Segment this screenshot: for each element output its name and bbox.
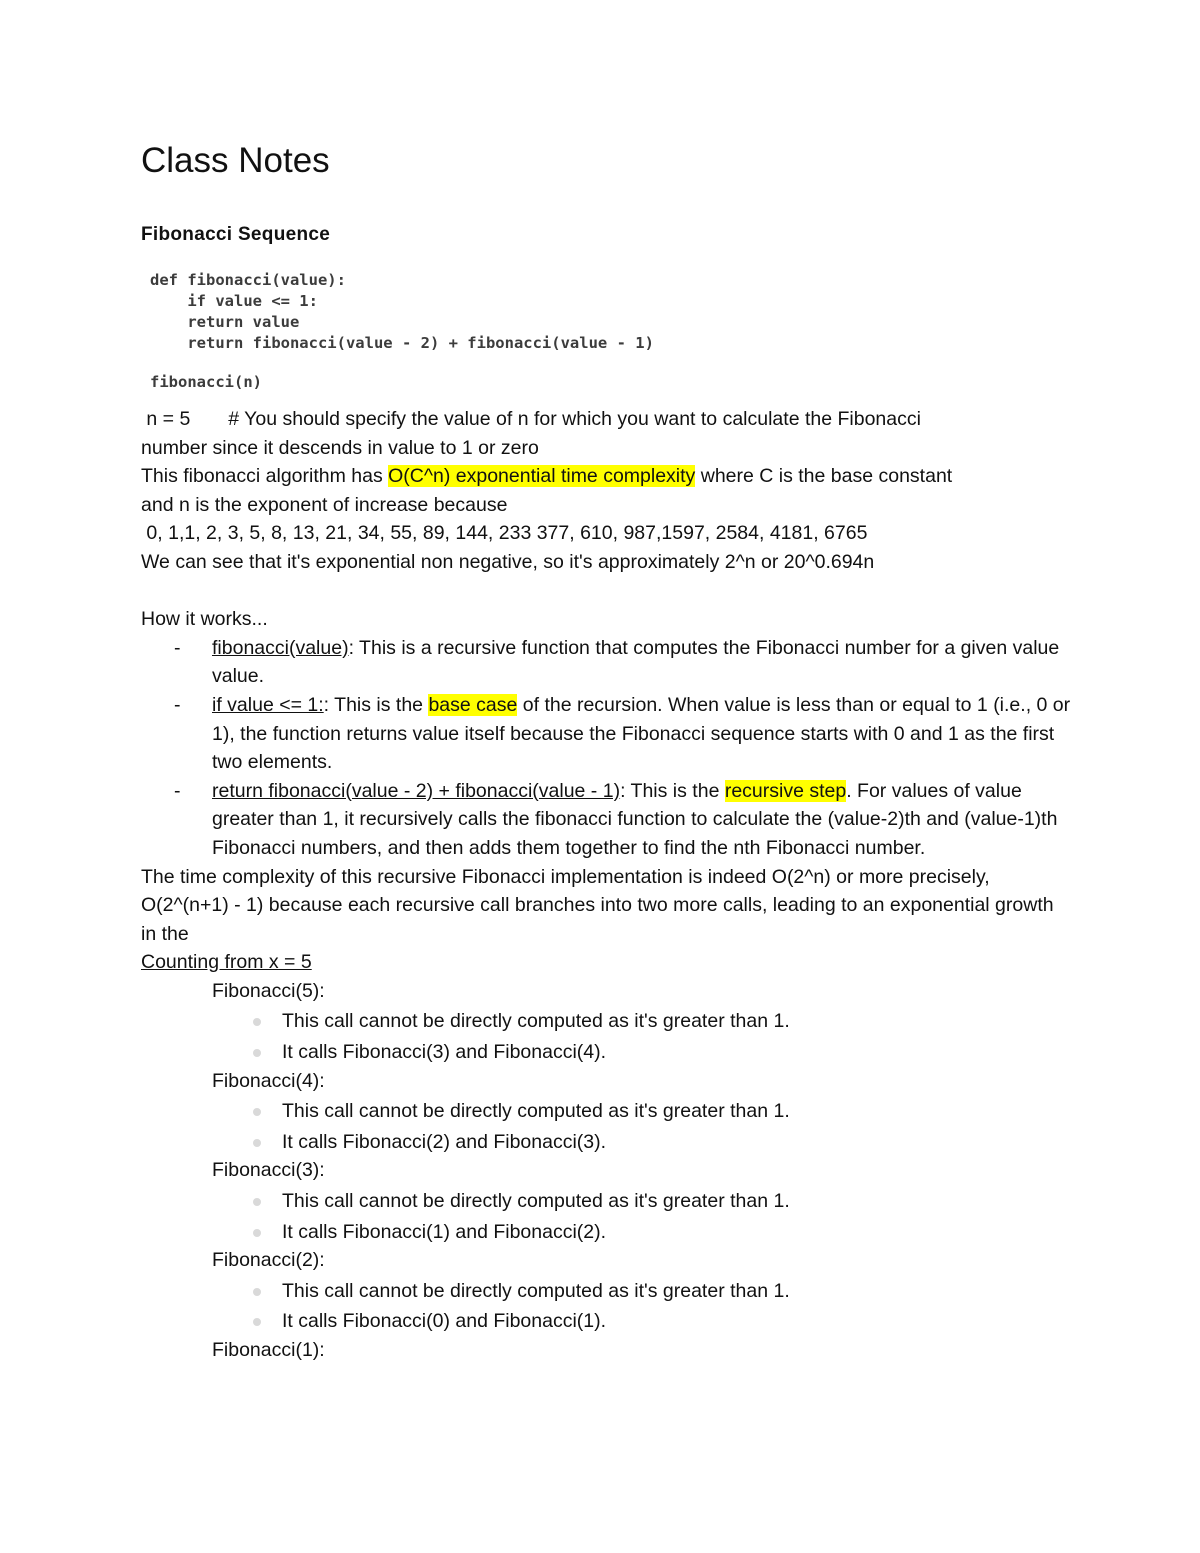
dash-marker: -	[174, 693, 181, 716]
algo-line-2: and n is the exponent of increase because	[141, 493, 508, 516]
notes-body	[141, 405, 1071, 1365]
bullet-icon	[253, 1198, 261, 1206]
list-item	[141, 1007, 1071, 1036]
bullet-text: This call cannot be directly computed as it's greater than 1.	[282, 1190, 790, 1213]
fib-block	[141, 1246, 1071, 1336]
complexity-highlight: O(C^n) exponential time complexity	[388, 465, 696, 488]
list-item	[141, 777, 1071, 863]
fib-head: Fibonacci(1):	[212, 1339, 325, 1361]
item-label: return fibonacci(value - 2) + fibonacci(value - 1)	[212, 779, 621, 802]
item-mid: : This is the	[620, 779, 725, 802]
list-item	[141, 1218, 1071, 1247]
bullet-icon	[253, 1318, 261, 1326]
fib-block	[141, 1156, 1071, 1246]
fib-head: Fibonacci(3):	[212, 1159, 325, 1182]
fib-head: Fibonacci(2):	[212, 1249, 325, 1272]
bullet-text: It calls Fibonacci(2) and Fibonacci(3).	[282, 1130, 607, 1153]
bullet-text: It calls Fibonacci(1) and Fibonacci(2).	[282, 1220, 607, 1243]
list-item	[141, 1128, 1071, 1157]
fib-head: Fibonacci(5):	[212, 979, 325, 1002]
list-item	[141, 1187, 1071, 1216]
list-item	[141, 691, 1071, 777]
bullet-icon	[253, 1288, 261, 1296]
item-label: fibonacci(value)	[212, 636, 349, 659]
spacer	[141, 577, 1071, 606]
bullet-text: This call cannot be directly computed as it's greater than 1.	[282, 1279, 790, 1302]
list-item	[141, 634, 1071, 691]
how-heading: How it works...	[141, 608, 268, 631]
complexity-paragraph: The time complexity of this recursive Fibonacci implementation is indeed O(2^n) or more precisely, O(2^(n+1) - 1) because each recursive call branches into two more calls, leading to an exponential growth in the	[141, 865, 1054, 945]
item-text: . For values of value greater than 1, it recursively calls the fibonacci function to calculate the (value-2)th and (value-1)th Fibonacci numbers, and then adds them together to find the nth Fibonacci number.	[212, 779, 1058, 859]
algo-line	[141, 462, 1071, 491]
n-line-a: n = 5 # You should specify the value of n for which you want to calculate the Fibonacci	[141, 408, 921, 430]
item-text: : This is a recursive function that computes the Fibonacci number for a given value value.	[212, 636, 1060, 688]
bullet-icon	[253, 1049, 261, 1057]
bullet-text: This call cannot be directly computed as it's greater than 1.	[282, 1100, 790, 1123]
n-line-b: number since it descends in value to 1 or zero	[141, 436, 539, 459]
dash-marker: -	[174, 636, 181, 659]
counting-heading: Counting from x = 5	[141, 951, 312, 974]
bullet-text: It calls Fibonacci(0) and Fibonacci(1).	[282, 1310, 607, 1333]
fib-bullets	[141, 1277, 1071, 1336]
list-item	[141, 1307, 1071, 1336]
fib-bullets	[141, 1187, 1071, 1246]
list-item	[141, 1277, 1071, 1306]
page-title: Class Notes	[141, 141, 330, 180]
list-item	[141, 1097, 1071, 1126]
item-mid: : This is the	[323, 693, 429, 716]
fib-bullets	[141, 1097, 1071, 1156]
code-line-1: def fibonacci(value):	[150, 271, 346, 289]
bullet-icon	[253, 1108, 261, 1116]
section-title: Fibonacci Sequence	[141, 224, 331, 245]
bullet-text: It calls Fibonacci(3) and Fibonacci(4).	[282, 1041, 607, 1064]
fib-head: Fibonacci(4):	[212, 1069, 325, 1092]
item-text: of the recursion. When value is less than or equal to 1 (i.e., 0 or 1), the function returns value itself because the Fibonacci sequence starts with 0 and 1 as the first two elements.	[212, 693, 1071, 774]
list-item	[141, 1038, 1071, 1067]
recursive-step-highlight: recursive step	[724, 779, 847, 802]
bullet-icon	[253, 1018, 261, 1026]
base-case-highlight: base case	[428, 693, 518, 716]
fib-block	[141, 1067, 1071, 1157]
conclusion-line: We can see that it's exponential non negative, so it's approximately 2^n or 20^0.694n	[141, 550, 875, 573]
item-label: if value <= 1:	[212, 693, 324, 716]
how-list	[141, 634, 1071, 863]
bullet-text: This call cannot be directly computed as it's greater than 1.	[282, 1010, 790, 1033]
bullet-icon	[253, 1229, 261, 1237]
code-line-4: return fibonacci(value - 2) + fibonacci(value - 1)	[150, 334, 654, 352]
code-line-2: if value <= 1:	[150, 292, 318, 310]
code-line-3: return value	[150, 313, 300, 331]
code-call: fibonacci(n)	[150, 373, 262, 391]
fib-bullets	[141, 1007, 1071, 1066]
sequence-line: 0, 1,1, 2, 3, 5, 8, 13, 21, 34, 55, 89, 144, 233 377, 610, 987,1597, 2584, 4181, 6765	[141, 522, 868, 545]
dash-marker: -	[174, 779, 181, 802]
algo-prefix: This fibonacci algorithm has	[141, 465, 389, 488]
algo-suffix: where C is the base constant	[695, 465, 953, 488]
fib-block	[141, 977, 1071, 1067]
bullet-icon	[253, 1139, 261, 1147]
code-snippet	[150, 270, 654, 354]
